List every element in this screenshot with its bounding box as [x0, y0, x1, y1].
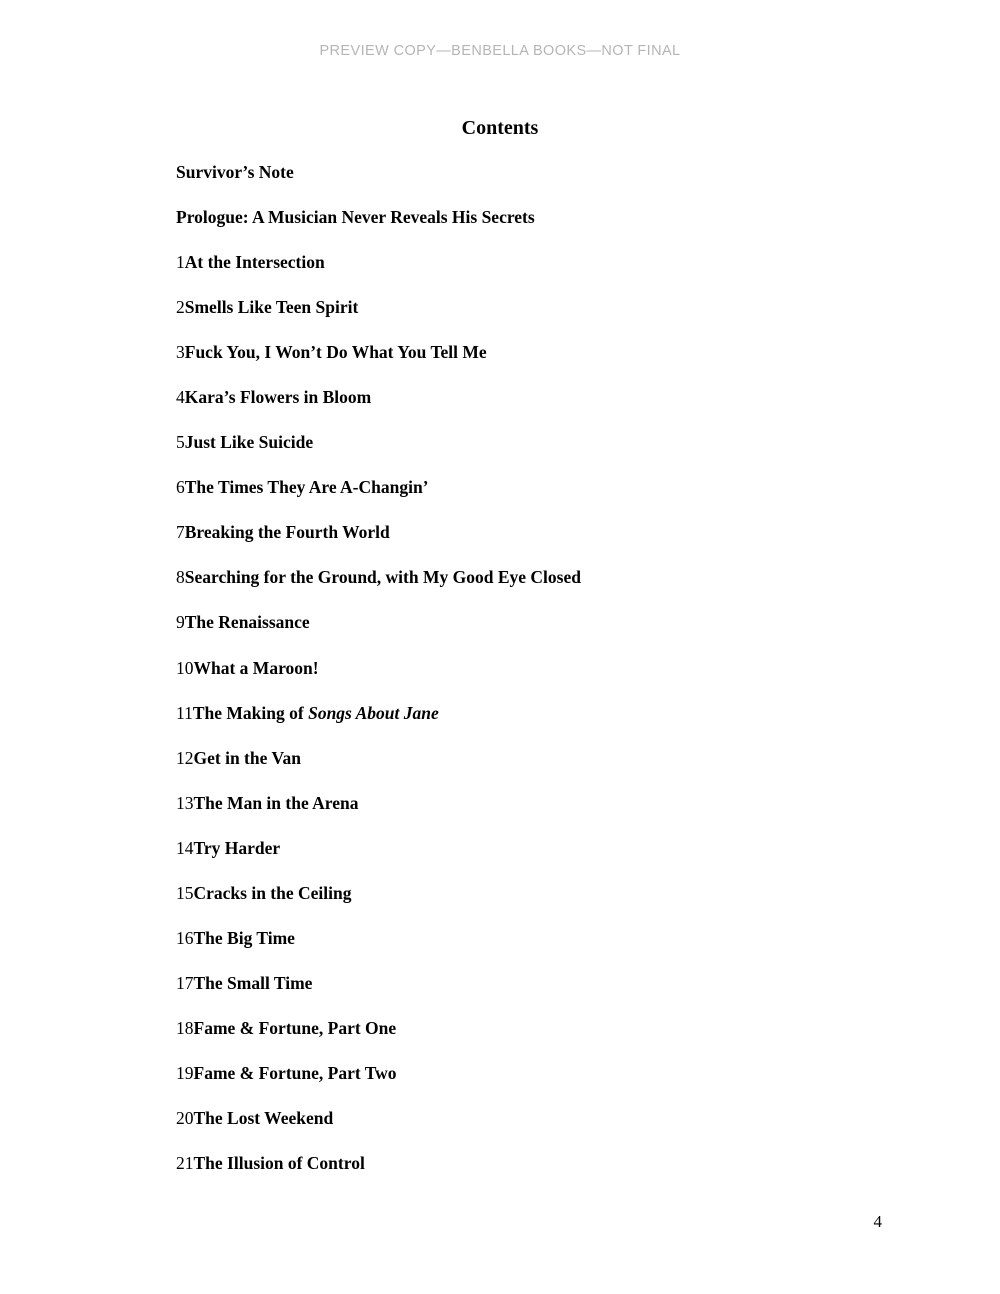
chapter-title: Breaking the Fourth World: [184, 522, 390, 543]
chapter-title: Survivor’s Note: [176, 162, 294, 182]
toc-entry: [176, 691, 910, 736]
toc-entry: [176, 961, 910, 1006]
chapter-title: Just Like Suicide: [184, 432, 314, 453]
chapter-number: 19: [176, 1062, 194, 1083]
chapter-number: 10: [176, 657, 194, 678]
chapter-number: 7: [176, 522, 185, 543]
chapter-title: Smells Like Teen Spirit: [184, 297, 359, 318]
chapter-title: Fuck You, I Won’t Do What You Tell Me: [184, 342, 487, 363]
chapter-title: What a Maroon!: [193, 657, 319, 678]
chapter-title: Try Harder: [193, 837, 281, 858]
toc-entry: [176, 375, 910, 420]
chapter-number: 6: [176, 477, 185, 498]
toc-entry: [176, 285, 910, 330]
chapter-number: 16: [176, 927, 194, 948]
toc-entry: [176, 240, 910, 285]
chapter-title: The Man in the Arena: [193, 792, 359, 813]
chapter-number: 21: [176, 1153, 194, 1174]
chapter-number: 18: [176, 1017, 194, 1038]
chapter-title-italic: Songs About Jane: [308, 702, 439, 723]
toc-entry: [176, 330, 910, 375]
chapter-title: The Times They Are A-Changin’: [184, 477, 429, 498]
toc-entry: [176, 1051, 910, 1096]
chapter-number: 17: [176, 972, 194, 993]
chapter-number: 9: [176, 612, 185, 633]
chapter-title: The Renaissance: [184, 612, 310, 633]
chapter-title: The Small Time: [193, 972, 313, 993]
chapter-number: 1: [176, 252, 185, 273]
chapter-title: Get in the Van: [193, 747, 301, 768]
toc-entry: [176, 736, 910, 781]
toc-entry: [176, 465, 910, 510]
chapter-number: 3: [176, 342, 185, 363]
chapter-title: The Illusion of Control: [193, 1153, 365, 1174]
chapter-title: The Lost Weekend: [193, 1107, 334, 1128]
chapter-title: Cracks in the Ceiling: [193, 882, 352, 903]
toc-entry: [176, 510, 910, 555]
chapter-title: The Making of: [192, 702, 309, 723]
chapter-number: 14: [176, 837, 194, 858]
chapter-title: Kara’s Flowers in Bloom: [184, 387, 372, 408]
chapter-title: At the Intersection: [184, 252, 325, 273]
chapter-title: The Big Time: [193, 927, 295, 948]
toc-entry: [176, 1141, 910, 1186]
toc-entry: [176, 781, 910, 826]
preview-watermark: PREVIEW COPY—BENBELLA BOOKS—NOT FINAL: [319, 43, 681, 59]
toc-entry: [176, 420, 910, 465]
chapter-number: 4: [176, 387, 185, 408]
chapter-number: 12: [176, 747, 194, 768]
toc-entry: [176, 916, 910, 961]
chapter-number: 5: [176, 432, 185, 453]
toc-entry: [176, 150, 910, 195]
toc-entry: [176, 1096, 910, 1141]
contents-title: Contents: [461, 117, 539, 139]
toc-entry: [176, 646, 910, 691]
chapter-number: 15: [176, 882, 194, 903]
chapter-number: 11: [176, 702, 193, 723]
chapter-title: Prologue: A Musician Never Reveals His Secrets: [176, 207, 535, 228]
chapter-title: Fame & Fortune, Part One: [193, 1017, 397, 1038]
chapter-number: 13: [176, 792, 194, 813]
chapter-number: 8: [176, 567, 185, 588]
chapter-number: 2: [176, 297, 185, 318]
chapter-number: 20: [176, 1107, 194, 1128]
toc-list: [176, 150, 910, 1186]
toc-entry: [176, 600, 910, 645]
toc-entry: [176, 871, 910, 916]
toc-entry: [176, 555, 910, 600]
toc-entry: [176, 1006, 910, 1051]
chapter-title: Fame & Fortune, Part Two: [193, 1062, 397, 1083]
toc-entry: [176, 826, 910, 871]
page-number: 4: [873, 1212, 882, 1231]
chapter-title: Searching for the Ground, with My Good Eye Closed: [184, 567, 581, 588]
toc-entry: [176, 195, 910, 240]
